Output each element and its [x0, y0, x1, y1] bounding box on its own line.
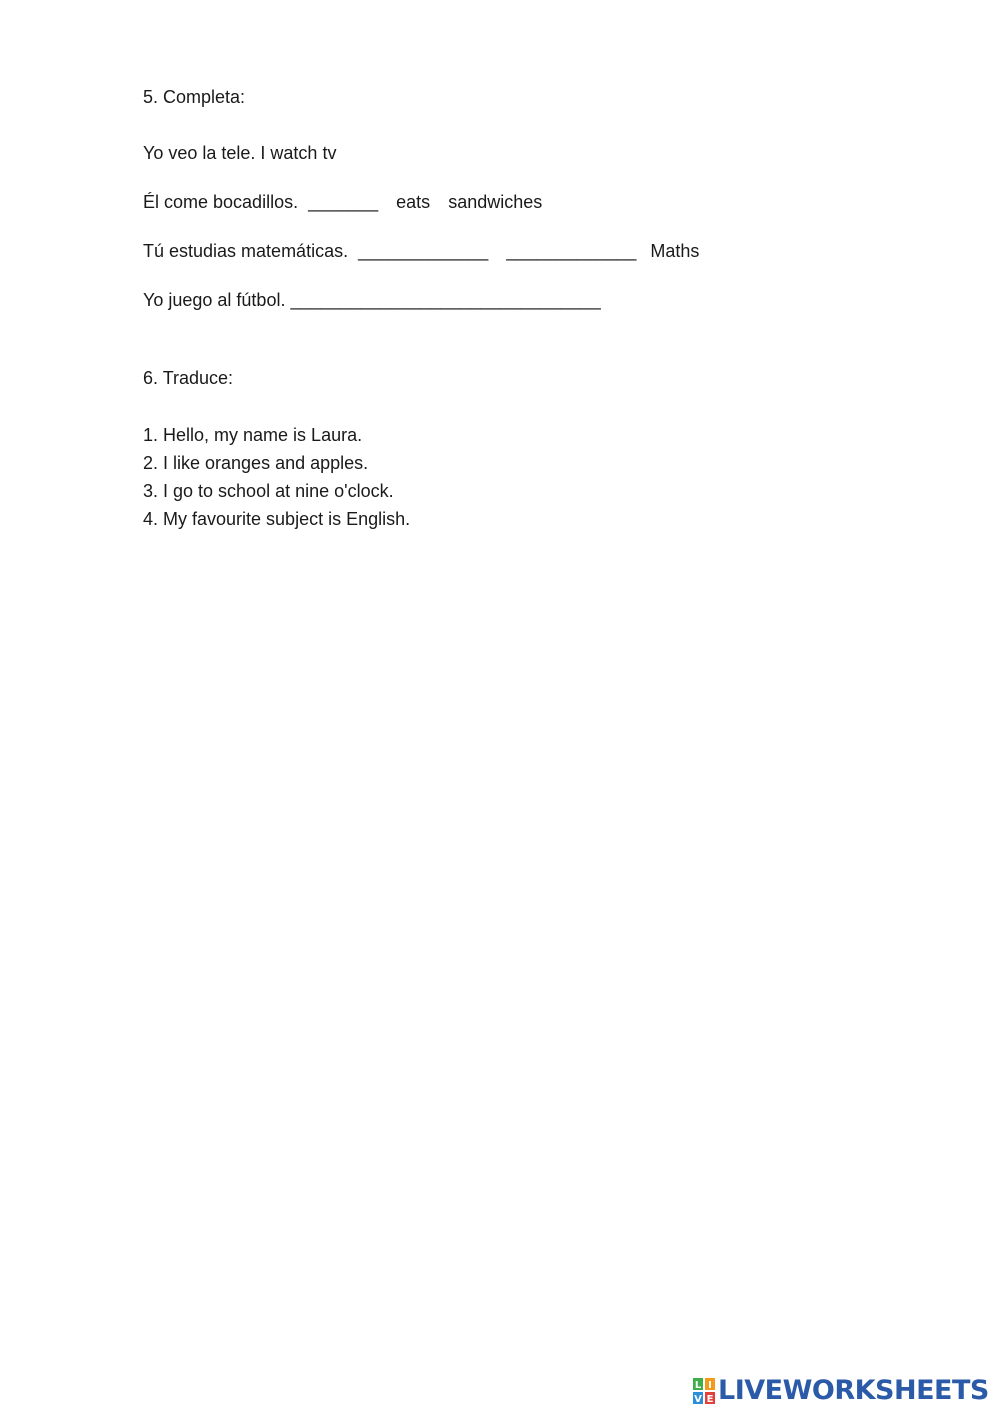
liveworksheets-logo [693, 1376, 989, 1406]
section-6-heading: 6. Traduce: [143, 368, 234, 388]
item-2-word-maths: Maths [650, 241, 700, 261]
section-5-heading: 5. Completa: [143, 87, 246, 107]
exercise-item-3 [143, 289, 601, 311]
item-1-spanish: Él come bocadillos. [143, 192, 299, 212]
translate-item-4: 4. My favourite subject is English. [143, 509, 411, 529]
translate-item-2: 2. I like oranges and apples. [143, 453, 369, 473]
svg-text:I: I [708, 1380, 712, 1391]
svg-text:V: V [694, 1394, 702, 1404]
svg-text:E: E [706, 1394, 714, 1404]
item-1-word-sandwiches: sandwiches [448, 192, 543, 212]
liveworksheets-logo-text: LIVEWORKSHEETS [718, 1375, 989, 1406]
exercise-item-1 [143, 191, 542, 213]
translate-item-3: 3. I go to school at nine o'clock. [143, 481, 394, 501]
item-2-blank-2[interactable]: _____________ [506, 241, 637, 261]
exercise-item-2 [143, 240, 699, 262]
translate-item-1: 1. Hello, my name is Laura. [143, 425, 363, 445]
svg-text:L: L [694, 1380, 702, 1391]
item-1-word-eats: eats [396, 192, 431, 212]
item-3-blank[interactable]: _______________________________ [290, 290, 601, 310]
liveworksheets-logo-icon [693, 1378, 715, 1404]
example-sentence: Yo veo la tele. I watch tv [143, 143, 337, 163]
item-2-blank-1[interactable]: _____________ [358, 241, 489, 261]
item-2-spanish: Tú estudias matemáticas. [143, 241, 349, 261]
item-1-blank[interactable]: _______ [308, 192, 379, 212]
item-3-spanish: Yo juego al fútbol. [143, 290, 286, 310]
